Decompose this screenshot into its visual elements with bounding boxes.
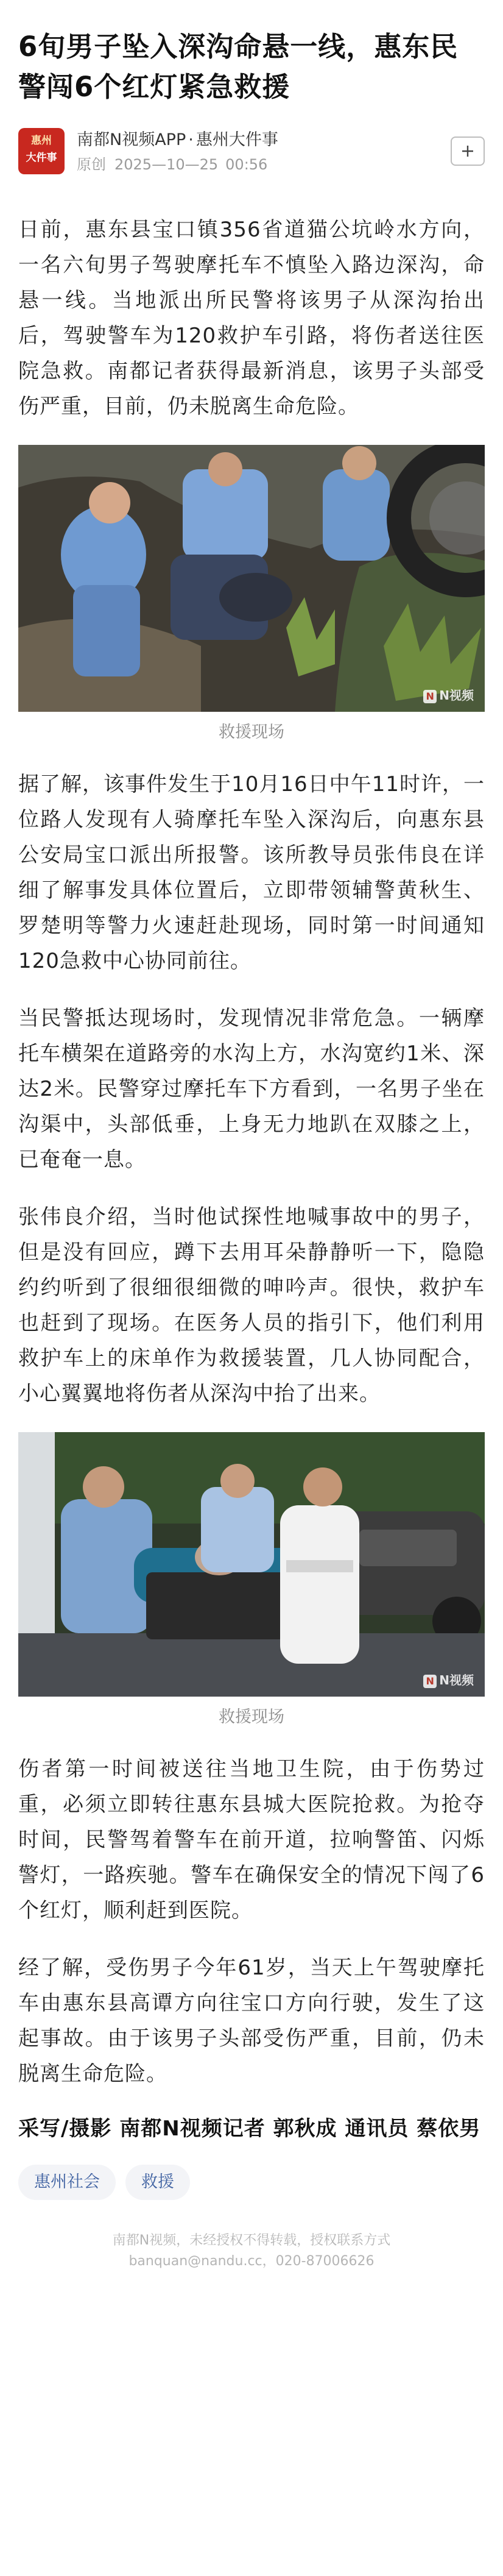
publish-date: 2025—10—25 xyxy=(114,156,219,173)
photo-watermark: N N视频 xyxy=(423,689,474,703)
plus-icon xyxy=(460,144,475,158)
article-paragraph: 据了解，该事件发生于10月16日中午11时许，一位路人发现有人骑摩托车坠入深沟后，向惠东县公安局宝口派出所报警。该所教导员张伟良在详细了解事发具体位置后，立即带领辅警黄秋生、罗楚明等警力火速赶赴现场，同时第一时间通知120急救中心协同前往。 xyxy=(18,772,485,973)
rescue-scene-photo-1 xyxy=(18,445,485,712)
photo-caption: 救援现场 xyxy=(219,723,284,742)
watermark-n-icon: N xyxy=(423,690,437,703)
copyright-footer xyxy=(18,2230,485,2272)
tag-chip-rescue[interactable]: 救援 xyxy=(125,2165,190,2200)
follow-button[interactable] xyxy=(451,137,485,166)
avatar-text-line1: 惠州 xyxy=(31,135,52,147)
photo-watermark: N N视频 xyxy=(423,1673,474,1688)
article-paragraph: 伤者第一时间被送往当地卫生院，由于伤势过重，必须立即转往惠东县城大医院抢救。为抢夺时间，民警驾着警车在前开道，拉响警笛、闪烁警灯，一路疾驰。警车在确保安全的情况下闯了6个红灯，顺利赶到医院。 xyxy=(18,1757,485,1923)
original-label: 原创 xyxy=(77,156,106,173)
article-photo[interactable] xyxy=(18,445,485,712)
article-paragraph: 当民警抵达现场时，发现情况非常危急。一辆摩托车横架在道路旁的水沟上方，水沟宽约1米、深达2米。民警穿过摩托车下方看到，一名男子坐在沟渠中，头部低垂，上身无力地趴在双膝之上，已奄奄一息。 xyxy=(18,1006,485,1172)
watermark-n-icon: N xyxy=(423,1675,437,1688)
photo-caption: 救援现场 xyxy=(219,1708,284,1726)
tag-chip-huizhou-society[interactable]: 惠州社会 xyxy=(18,2165,116,2200)
article-paragraph: 张伟良介绍，当时他试探性地喊事故中的男子，但是没有回应，蹲下去用耳朵静静听一下，隐隐约约听到了很细很细微的呻吟声。很快，救护车也赶到了现场。在医务人员的指引下，他们利用救护车上的床单作为救援装置，几人协同配合，小心翼翼地将伤者从深沟中抬了出来。 xyxy=(18,1205,485,1406)
copyright-line-1: 南都N视频，未经授权不得转载，授权联系方式 xyxy=(112,2233,391,2248)
rescue-scene-photo-2 xyxy=(18,1432,485,1697)
article-paragraph: 经了解，受伤男子今年61岁，当天上午驾驶摩托车由惠东县高谭方向往宝口方向行驶，发生了这起事故。由于该男子头部受伤严重，目前，仍未脱离生命危险。 xyxy=(18,1956,485,2086)
article-title: 6旬男子坠入深沟命悬一线，惠东民警闯6个红灯紧急救援 xyxy=(18,30,459,103)
source-column: 惠州大件事 xyxy=(195,130,278,149)
article-photo[interactable] xyxy=(18,1432,485,1697)
source-channel: 南都N视频APP xyxy=(77,130,186,149)
publish-time: 00:56 xyxy=(225,156,268,173)
source-separator: · xyxy=(188,130,194,149)
source-bar xyxy=(18,128,485,188)
avatar-text-line2: 大件事 xyxy=(26,152,57,164)
article-paragraph: 日前，惠东县宝口镇356省道猫公坑岭水方向，一名六旬男子驾驶摩托车不慎坠入路边深沟，命悬一线。当地派出所民警将该男子从深沟抬出后，驾驶警车为120救护车引路，将伤者送往医院急救。南都记者获得最新消息，该男子头部受伤严重，目前，仍未脱离生命危险。 xyxy=(18,218,485,419)
copyright-line-2: banquan@nandu.cc，020-87006626 xyxy=(128,2254,375,2269)
source-avatar[interactable] xyxy=(18,128,65,174)
tag-list xyxy=(18,2165,485,2201)
source-meta xyxy=(77,155,267,174)
article-credit: 采写/摄影 南都N视频记者 郭秋成 通讯员 蔡依男 xyxy=(18,2117,481,2141)
source-name[interactable] xyxy=(77,129,278,151)
